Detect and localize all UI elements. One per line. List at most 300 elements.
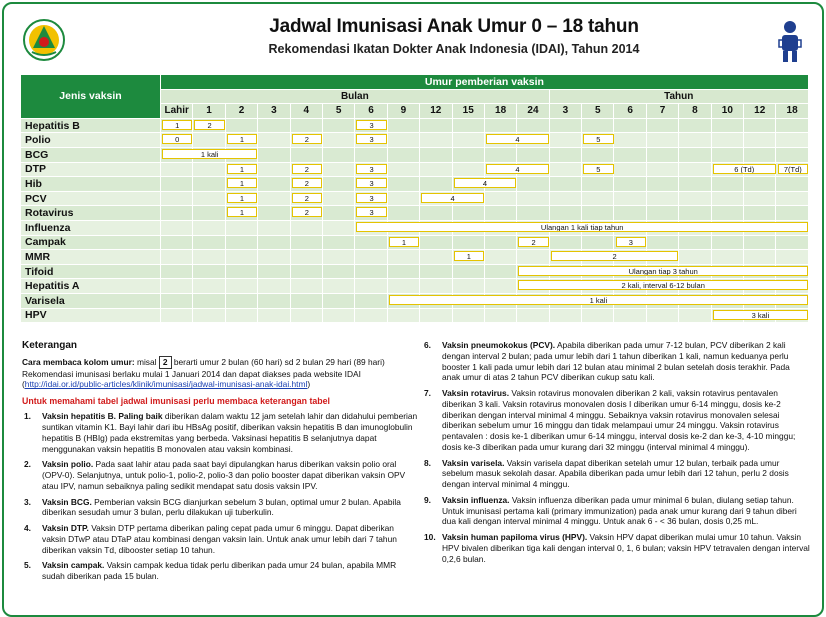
schedule-cell [549,177,581,192]
schedule-cell [776,133,808,148]
dose-marker: 5 [583,164,613,174]
schedule-cell [614,118,646,133]
schedule-cell [484,206,516,221]
schedule-cell [290,308,322,323]
schedule-cell [711,250,743,265]
schedule-cell [614,162,646,177]
schedule-cell [646,206,678,221]
schedule-cell [322,279,354,294]
age-col-bulan-5: 5 [322,104,354,119]
schedule-cell [258,118,290,133]
reading-guide-label: Cara membaca kolom umur: [22,356,135,367]
note-title: Vaksin pneumokokus (PCV). [442,340,556,350]
schedule-cell [679,147,711,162]
schedule-cell [679,118,711,133]
note-number: 1. [24,411,31,422]
row-marks [161,250,617,264]
notes-right [422,340,810,569]
schedule-cell [420,308,452,323]
schedule-cell [744,177,776,192]
schedule-cell [614,308,646,323]
schedule-cell [420,118,452,133]
schedule-cell [225,118,257,133]
schedule-cell [679,191,711,206]
schedule-cell [549,235,581,250]
schedule-cell [517,147,549,162]
dose-marker: 2 [551,251,679,261]
schedule-cell [290,235,322,250]
tahun-header: Tahun [549,89,808,104]
note-title: Vaksin polio. [42,459,94,470]
note-number: 2. [24,459,31,470]
schedule-cell [517,250,549,265]
schedule-cell [646,235,678,250]
row-marks [161,206,374,220]
note-item [22,459,420,491]
dose-marker: Ulangan 1 kali tiap tahun [356,222,808,232]
row-marks [161,309,770,323]
schedule-cell [452,264,484,279]
schedule-cell [258,308,290,323]
schedule-cell [355,147,387,162]
note-text: Pada saat lahir atau pada saat bayi dipulangkan harus diberikan vaksin polio oral (OPV-0). Selanjutnya, untuk polio-1, polio-2, polio-3 dan polio booster dapat diberikan vaksin OPV atau IPV, namun sebaiknya paling sedikit mendapat satu dosis vaksin IPV. [42,459,406,491]
schedule-cell [258,162,290,177]
dose-marker: 2 [292,134,322,144]
note-item [422,388,810,453]
dose-marker: 4 [486,164,549,174]
age-header: Umur pemberian vaksin [161,75,809,90]
schedule-cell [452,162,484,177]
vaccine-row [21,264,809,279]
notes-heading: Keterangan [22,340,78,351]
schedule-cell [161,220,624,235]
child-figure-icon [776,20,804,64]
schedule-cell [355,293,387,308]
schedule-cell [355,279,387,294]
age-col-bulan-3: 3 [258,104,290,119]
dose-marker: 1 kali [389,295,808,305]
schedule-cell [193,177,225,192]
dose-marker: 2 [292,178,322,188]
schedule-cell [744,235,776,250]
note-number: 7. [424,388,431,398]
age-col-tahun-5: 5 [582,104,614,119]
schedule-cell [582,235,614,250]
schedule-cell [582,206,614,221]
schedule-cell [161,250,617,265]
schedule-cell [614,206,646,221]
schedule-cell [744,147,776,162]
dose-marker: 3 kali [713,310,808,320]
schedule-cell [193,279,225,294]
vaccine-row [21,162,809,177]
schedule-cell [744,191,776,206]
schedule-cell [549,308,581,323]
schedule-cell [420,133,452,148]
schedule-cell [484,147,516,162]
schedule-cell [484,279,516,294]
age-col-bulan-24: 24 [517,104,549,119]
dose-marker: 7(Td) [778,164,808,174]
schedule-cell [679,133,711,148]
bulan-header: Bulan [161,89,550,104]
note-title: Vaksin BCG. [42,496,92,507]
dose-marker: 1 [454,251,484,261]
schedule-cell [193,308,225,323]
schedule-cell [582,308,614,323]
schedule-cell [614,133,646,148]
schedule-cell [582,147,614,162]
schedule-cell [225,264,257,279]
schedule-cell [193,133,225,148]
schedule-cell [776,118,808,133]
age-col-tahun-7: 7 [646,104,678,119]
dose-marker: 1 kali [162,149,257,159]
schedule-cell [484,118,516,133]
schedule-cell [679,206,711,221]
schedule-cell [646,308,678,323]
schedule-cell [161,264,698,279]
schedule-cell [322,220,354,235]
schedule-cell [161,177,488,192]
vaccine-name: Rotavirus [21,206,161,221]
schedule-cell [549,118,581,133]
age-col-bulan-6: 6 [355,104,387,119]
schedule-cell [258,279,290,294]
schedule-cell [744,133,776,148]
schedule-cell [420,235,452,250]
note-item [22,523,420,555]
row-marks [161,279,705,293]
notes-list-left [22,411,420,582]
dose-marker: 2 [292,193,322,203]
schedule-cell [225,220,257,235]
age-col-tahun-12: 12 [744,104,776,119]
schedule-cell [776,177,808,192]
schedule-cell [193,293,225,308]
dose-marker: 3 [356,164,386,174]
schedule-cell [517,206,549,221]
vaccine-name: Hib [21,177,161,192]
dose-marker: 3 [356,178,386,188]
schedule-cell [452,279,484,294]
vaccine-row [21,220,809,235]
vaccine-name: MMR [21,250,161,265]
note-title: Vaksin campak. [42,560,105,571]
schedule-cell [322,133,354,148]
reading-guide-text: berarti umur 2 bulan (60 hari) sd 2 bulan 29 hari (89 hari) [171,356,385,367]
schedule-cell [290,250,322,265]
note-title: Vaksin DTP. [42,523,89,534]
vaccine-row [21,235,809,250]
vaccine-row [21,118,809,133]
schedule-cell [452,308,484,323]
schedule-cell [387,279,419,294]
schedule-cell [420,147,452,162]
schedule-cell [484,191,516,206]
schedule-cell [322,206,354,221]
schedule-cell [161,147,219,162]
dose-marker: 2 kali, interval 6-12 bulan [518,280,808,290]
schedule-cell [711,147,743,162]
dose-marker: 3 [356,207,386,217]
schedule-cell [614,147,646,162]
row-marks [161,192,455,206]
schedule-cell [744,118,776,133]
note-item [422,495,810,527]
schedule-cell [711,118,743,133]
schedule-cell [161,293,608,308]
schedule-cell [193,206,225,221]
row-marks [161,221,624,235]
vaccine-row [21,308,809,323]
schedule-cell [322,308,354,323]
dose-marker: 1 [227,193,257,203]
age-col-tahun-6: 6 [614,104,646,119]
schedule-cell [387,133,419,148]
schedule-cell [258,147,290,162]
schedule-cell [420,250,452,265]
dose-marker: 2 [292,164,322,174]
note-text: Apabila diberikan pada umur 7-12 bulan, PCV diberikan 2 kali dengan interval 2 bulan; pada umur lebih dari 1 tahun diberikan 1 kali, namun keduanya perlu booster 1 kali pada umur lebih dari 12 bulan atau minimal 2 bulan setelah dosis terakhir. Pada anak umur di atas 2 tahun PCV diberikan cukup satu kali. [442,340,790,383]
schedule-cell [679,235,711,250]
schedule-cell [387,206,419,221]
schedule-cell [193,162,225,177]
schedule-cell [322,235,354,250]
note-text: Vaksin rotavirus monovalen diberikan 2 kali, vaksin rotavirus pentavalen diberikan 3 kali. Vaksin rotavirus monovalen dosis I diberikan umur 6-14 minggu, dosis ke-2 diberikan dengan interval minimal 4 minggu. Sebaiknya vaksin rotavirus monovalen selesai diberikan sebelum umur 16 minggu dan tidak melampaui umur 24 minggu. Vaksin rotavirus pentavalen : dosis ke-1 diberikan umur 6-14 minggu, interval dosis ke-2 dan ke-3, 4-10 minggu; dosis ke-3 diberikan pada umur kurang dari 32 minggu (interval minimal 4 minggu). [442,388,796,452]
recommendation-text: Rekomendasi imunisasi berlaku mulai 1 Januari 2014 dan dapat diakses pada website IDAI ( [22,368,361,390]
row-marks [161,177,488,191]
age-col-bulan-9: 9 [387,104,419,119]
schedule-cell [258,220,290,235]
age-col-tahun-8: 8 [679,104,711,119]
dose-marker: 2 [194,120,224,130]
schedule-cell [193,235,225,250]
schedule-cell [776,147,808,162]
schedule-cell [290,147,322,162]
immunization-table [20,74,809,323]
schedule-cell [711,235,743,250]
schedule-cell [517,177,549,192]
schedule-cell [679,250,711,265]
schedule-cell [614,177,646,192]
age-col-bulan-lahir: Lahir [161,104,193,119]
schedule-cell [452,118,484,133]
note-text: diberikan dalam waktu 12 jam setelah lahir dan didahului pemberian suntikan vitamin K1. Bayi lahir dari ibu HBsAg positif, diberikan vaksin hepatitis B dan imunoglobulin hepatitis B (HBIg) pada ekstremitas yang berbeda. Vaksinasi hepatitis B selanjutnya dapat menggunakan vaksin hepatitis B monovalen atau vaksin kombinasi. [42,411,418,454]
schedule-cell [452,133,484,148]
read-notes-warning: Untuk memahami tabel jadwal imunisasi perlu membaca keterangan tabel [22,396,330,407]
schedule-cell [679,177,711,192]
age-col-tahun-10: 10 [711,104,743,119]
vaccine-name: HPV [21,308,161,323]
schedule-cell [322,118,354,133]
schedule-cell [484,250,516,265]
schedule-cell [646,133,678,148]
vaccine-row [21,177,809,192]
note-item [22,411,420,454]
row-marks [161,119,374,133]
schedule-cell [387,308,419,323]
note-text: Pemberian vaksin BCG dianjurkan sebelum 3 bulan, optimal umur 2 bulan. Apabila diberikan sesudah umur 3 bulan, perlu dilakukan uji tuberkulin. [42,496,401,518]
schedule-cell [193,250,225,265]
schedule-cell [646,147,678,162]
dose-marker: 3 [356,120,386,130]
schedule-cell [646,162,678,177]
row-marks [161,236,633,250]
schedule-cell [258,264,290,279]
schedule-cell [679,308,711,323]
schedule-cell [193,220,225,235]
schedule-cell [355,235,387,250]
schedule-cell [258,235,290,250]
schedule-cell [387,162,419,177]
notes-list-right [422,340,810,564]
schedule-cell [161,191,455,206]
dose-marker: 2 [292,207,322,217]
schedule-cell [776,191,808,206]
note-text: Vaksin DTP pertama diberikan paling cepat pada umur 6 minggu. Dapat diberikan vaksin DTwP atau DTaP atau kombinasi dengan vaksin lain. Untuk anak umur lebih dari 7 tahun diberikan vaksin Td, dibooster setiap 10 tahun. [42,523,397,555]
row-marks [161,133,601,147]
note-title: Vaksin influenza. [442,494,510,505]
schedule-cell [258,206,290,221]
schedule-cell [420,177,452,192]
age-col-bulan-1: 1 [193,104,225,119]
reading-guide-pre: misal [134,356,159,367]
example-box: 2 [159,356,172,369]
page-title: Jadwal Imunisasi Anak Umur 0 – 18 tahun [269,16,639,37]
schedule-cell [225,279,257,294]
dose-marker: 4 [421,193,484,203]
schedule-cell [355,308,387,323]
vaccine-row [21,293,809,308]
schedule-cell [484,308,516,323]
note-number: 6. [424,340,431,350]
schedule-cell [484,264,516,279]
schedule-cell [225,293,257,308]
dose-marker: 6 (Td) [713,164,776,174]
dose-marker: 0 [162,134,192,144]
schedule-cell [161,206,374,221]
schedule-cell [290,279,322,294]
note-text: Vaksin HPV dapat diberikan mulai umur 10 tahun. Vaksin HPV bivalen diberikan tiga kali dengan interval 0, 1, 6 bulan; vaksin HPV tetravalen dengan interval 0,2,6 bulan. [442,532,810,564]
note-item [422,532,810,564]
dose-marker: 1 [227,207,257,217]
schedule-cell [387,118,419,133]
note-number: 10. [424,532,436,542]
schedule-cell [452,235,484,250]
reading-guide [22,356,420,369]
dose-marker: 3 [356,134,386,144]
schedule-cell [161,118,374,133]
note-title: Vaksin human papiloma virus (HPV). [442,532,588,542]
schedule-cell [387,147,419,162]
note-item [422,458,810,490]
dose-marker: 1 [162,120,192,130]
schedule-cell [322,264,354,279]
note-title: Vaksin rotavirus. [442,388,510,398]
schedule-cell [452,147,484,162]
schedule-cell [387,250,419,265]
dose-marker: 1 [227,178,257,188]
schedule-cell [258,133,290,148]
note-number: 3. [24,496,31,507]
vaccine-name: Hepatitis A [21,279,161,294]
vaccine-row [21,133,809,148]
schedule-cell [258,191,290,206]
schedule-cell [517,118,549,133]
schedule-cell [225,250,257,265]
schedule-cell [387,191,419,206]
notes-left [22,340,420,587]
schedule-cell [193,191,225,206]
schedule-cell [322,250,354,265]
schedule-cell [484,235,516,250]
schedule-cell [161,308,770,323]
recommendation-end: ) [307,379,311,390]
dose-marker: 1 [227,134,257,144]
age-col-bulan-2: 2 [225,104,257,119]
vaccine-row [21,206,809,221]
schedule-cell [711,177,743,192]
schedule-cell [549,133,581,148]
vaccine-name: BCG [21,147,161,162]
schedule-cell [161,133,601,148]
note-title: Vaksin hepatitis B. Paling baik [42,411,163,422]
schedule-cell [193,264,225,279]
row-marks [161,265,698,279]
schedule-cell [322,162,354,177]
schedule-cell [549,191,581,206]
col-header-vaccine: Jenis vaksin [21,75,161,119]
age-col-tahun-3: 3 [549,104,581,119]
vaccine-name: Influenza [21,220,161,235]
idai-logo-icon [22,18,66,62]
schedule-cell [614,191,646,206]
vaccine-name: Tifoid [21,264,161,279]
schedule-cell [582,118,614,133]
schedule-cell [322,191,354,206]
schedule-cell [646,191,678,206]
schedule-cell [161,279,705,294]
schedule-cell [776,235,808,250]
schedule-cell [290,264,322,279]
note-item [22,497,420,519]
page-subtitle: Rekomendasi Ikatan Dokter Anak Indonesia (IDAI), Tahun 2014 [268,42,640,56]
schedule-cell [549,147,581,162]
schedule-cell [420,206,452,221]
schedule-cell [744,250,776,265]
age-col-bulan-15: 15 [452,104,484,119]
vaccine-row [21,279,809,294]
schedule-cell [161,235,633,250]
dose-marker: 2 [518,237,548,247]
schedule-cell [744,206,776,221]
idai-link[interactable]: http://idai.or.id/public-articles/klinik/imunisasi/jadwal-imunisasi-anak-idai.html [24,379,308,390]
note-item [22,560,420,582]
schedule-cell [776,206,808,221]
age-col-tahun-18: 18 [776,104,808,119]
age-col-bulan-12: 12 [420,104,452,119]
schedule-cell [258,177,290,192]
schedule-cell [387,177,419,192]
dose-marker: 1 [389,237,419,247]
age-col-bulan-18: 18 [484,104,516,119]
schedule-cell [646,177,678,192]
schedule-cell [582,191,614,206]
note-number: 5. [24,560,31,571]
note-text: Vaksin campak kedua tidak perlu diberikan pada umur 24 bulan, apabila MMR sudah diberikan pada 15 bulan. [42,560,397,582]
dose-marker: 4 [486,134,549,144]
